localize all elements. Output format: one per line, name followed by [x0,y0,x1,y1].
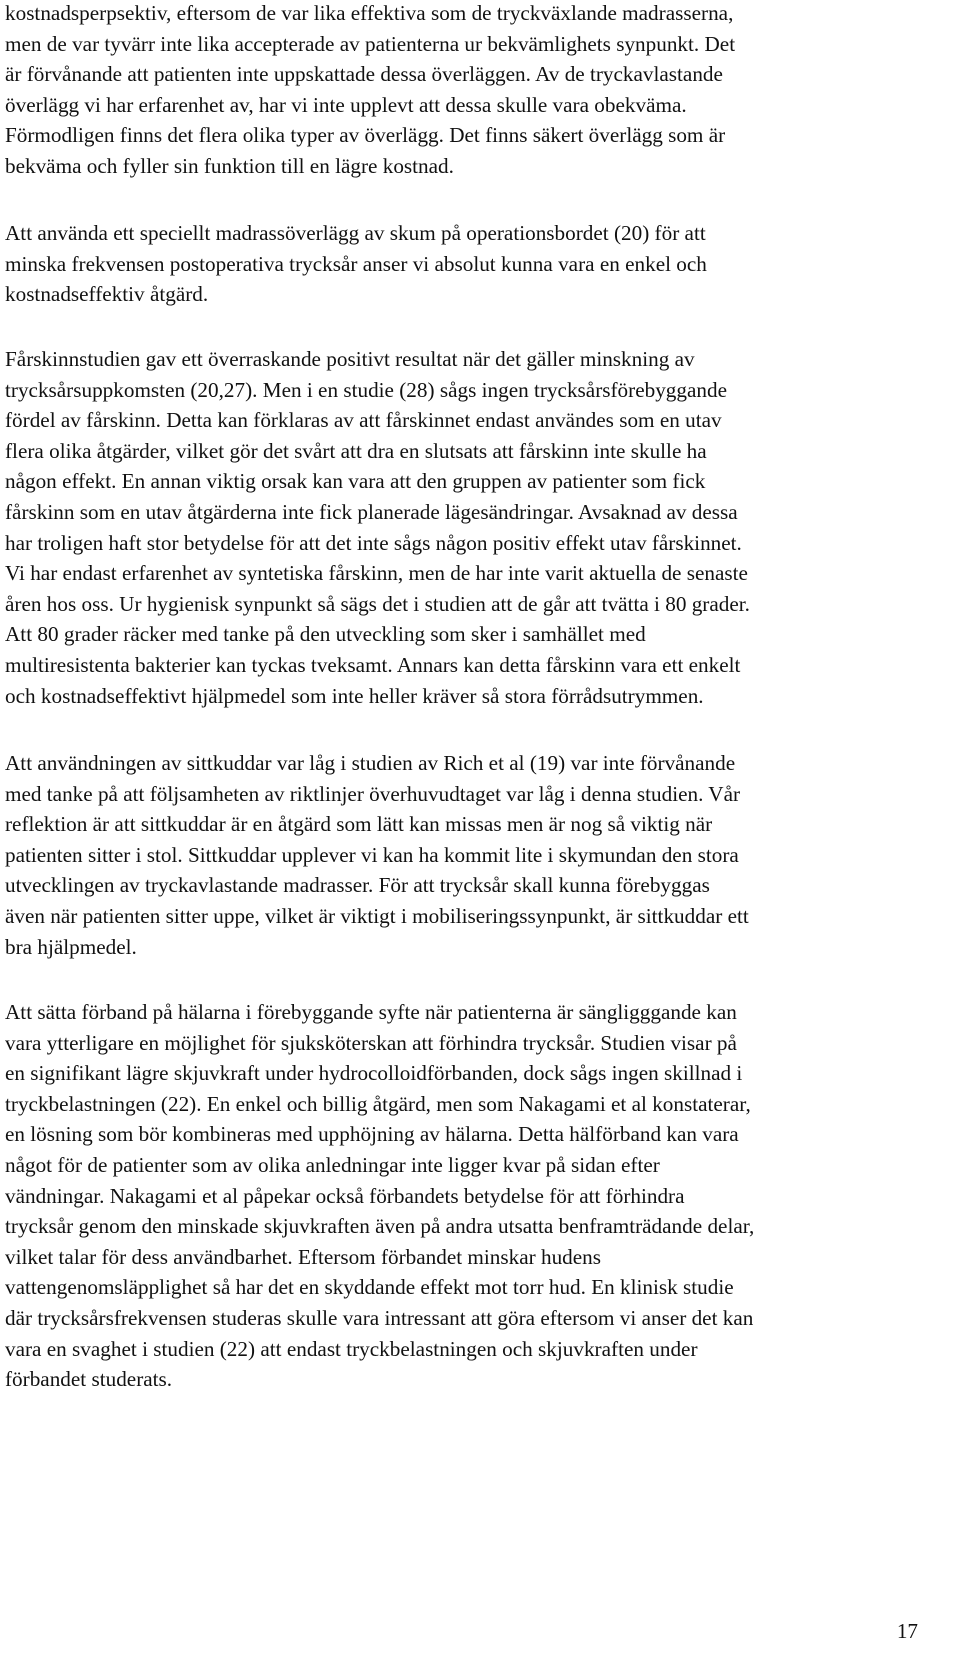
text-line: en lösning som bör kombineras med upphöjning av hälarna. Detta hälförband kan vara [5,1122,739,1147]
paragraph-mattress-overlays [5,0,735,182]
text-line: någon effekt. En annan viktig orsak kan vara att den gruppen av patienter som fick [5,469,706,494]
text-line: minska frekvensen postoperativa trycksår anser vi absolut kunna vara en enkel och [5,251,707,276]
text-line: något för de patienter som av olika anledningar inte ligger kvar på sidan efter [5,1152,660,1177]
text-line: kostnadseffektiv åtgärd. [5,282,209,307]
text-line: patienten sitter i stol. Sittkuddar upplever vi kan ha kommit lite i skymundan den stora [5,842,739,867]
text-line: åren hos oss. Ur hygienisk synpunkt så sägs det i studien att de går att tvätta i 80 grader. [5,591,750,616]
text-line: även när patienten sitter uppe, vilket är viktigt i mobiliseringssynpunkt, är sittkuddar ett [5,903,749,928]
text-line: överlägg vi har erfarenhet av, har vi inte upplevt att dessa skulle vara obekväma. [5,92,687,117]
text-line: Vi har endast erfarenhet av syntetiska fårskinn, men de har inte varit aktuella de senaste [5,561,748,586]
text-line: Att användningen av sittkuddar var låg i studien av Rich et al (19) var inte förvånande [5,751,736,775]
page-number: 17 [896,1619,918,1643]
text-line: Att 80 grader räcker med tanke på den utveckling som sker i samhället med [5,622,646,647]
text-line: Att använda ett speciellt madrassöverlägg av skum på operationsbordet (20) för att [5,221,706,245]
text-line: är förvånande att patienten inte uppskattade dessa överläggen. Av de tryckavlastande [5,62,723,87]
text-line: fårskinn som en utav åtgärderna inte fick planerade lägesändringar. Avsaknad av dessa [5,499,738,524]
paragraph-operating-table-overlay [5,218,707,310]
text-line: med tanke på att följsamheten av riktlinjer överhuvudtaget var låg i denna studien. Vår [5,781,741,806]
text-line: en signifikant lägre skjuvkraft under hydrocolloidförbanden, dock sågs ingen skillnad i [5,1061,743,1086]
text-line: reflektion är att sittkuddar är en åtgärd som lätt kan missas men är nog så viktig när [5,812,713,837]
paragraph-sheepskin-study [5,344,750,711]
text-line: vara ytterligare en möjlighet för sjuksköterskan att förhindra trycksår. Studien visar på [5,1030,737,1055]
text-line: vändningar. Nakagami et al påpekar också förbandets betydelse för att förhindra [5,1183,685,1208]
text-line: har troligen haft stor betydelse för att det inte sågs någon positiv effekt utav fårskinnet. [5,530,742,555]
text-line: trycksår genom den minskade skjuvkraften även på andra utsatta benframträdande delar, [5,1214,755,1239]
text-line: vattengenomsläpplighet så har det en skyddande effekt mot torr hud. En klinisk studie [5,1275,734,1300]
paragraph-heel-dressings [5,997,754,1395]
paragraph-seat-cushions [5,748,749,962]
text-line: vara en svaghet i studien (22) att endast tryckbelastningen och skjuvkraften under [5,1336,698,1361]
text-line: förbandet studerats. [5,1367,173,1392]
text-line: men de var tyvärr inte lika accepterade av patienterna ur bekvämlighets synpunkt. Det [5,31,736,56]
text-line: flera olika åtgärder, vilket gör det svårt att dra en slutsats att fårskinn inte skulle ha [5,438,707,463]
text-line: trycksårsuppkomsten (20,27). Men i en studie (28) sågs ingen trycksårsförebyggande [5,377,727,402]
text-line: fördel av fårskinn. Detta kan förklaras av att fårskinnet endast användes som en utav [5,408,722,433]
text-line: bekväma och fyller sin funktion till en lägre kostnad. [5,153,454,178]
text-line: kostnadsperpsektiv, eftersom de var lika effektiva som de tryckväxlande madrasserna, [5,1,734,25]
text-line: tryckbelastningen (22). En enkel och billig åtgärd, men som Nakagami et al konstaterar, [5,1091,751,1116]
text-line: Förmodligen finns det flera olika typer av överlägg. Det finns säkert överlägg som är [5,123,726,148]
text-line: bra hjälpmedel. [5,934,137,959]
text-line: Att sätta förband på hälarna i förebyggande syfte när patienterna är sängligggande kan [5,1000,737,1024]
text-line: vilket talar för dess användbarhet. Eftersom förbandet minskar hudens [5,1244,602,1269]
text-line: och kostnadseffektivt hjälpmedel som inte heller kräver så stora förrådsutrymmen. [5,683,704,708]
text-line: Fårskinnstudien gav ett överraskande positivt resultat när det gäller minskning av [5,347,695,371]
text-line: där trycksårsfrekvensen studeras skulle vara intressant att göra eftersom vi anser det kan [5,1305,754,1330]
text-line: multiresistenta bakterier kan tyckas tveksamt. Annars kan detta fårskinn vara ett enkelt [5,652,741,677]
text-line: utvecklingen av tryckavlastande madrasser. För att trycksår skall kunna förebyggas [5,873,710,898]
